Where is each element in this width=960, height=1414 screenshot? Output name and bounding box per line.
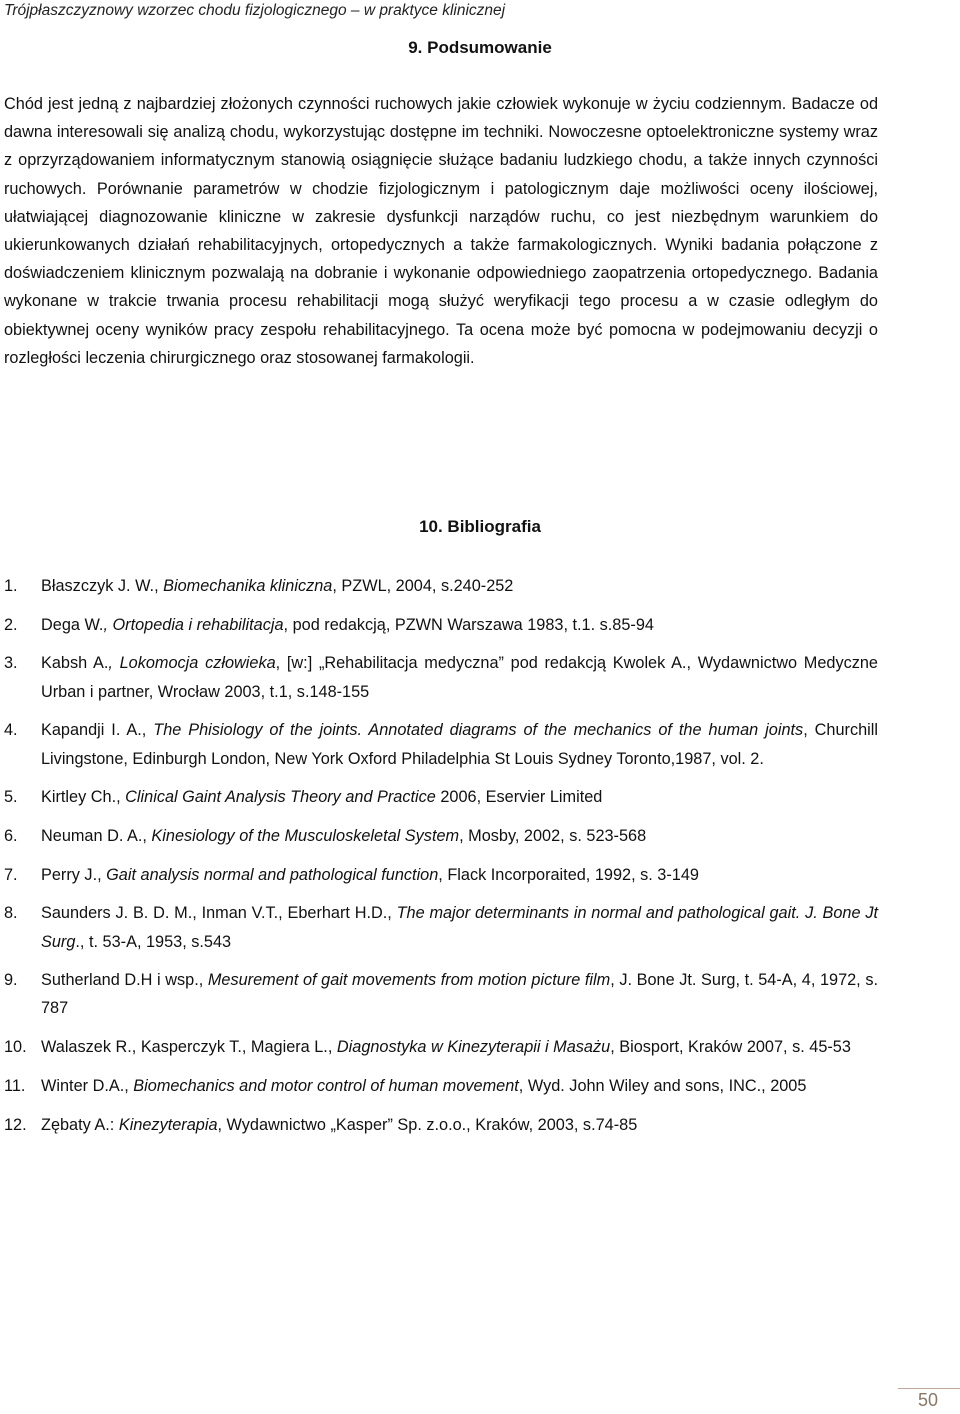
bibliography-item: 12. Zębaty A.: Kinezyterapia, Wydawnictwo „Kasper” Sp. z.o.o., Kraków, 2003, s.74-85	[4, 1115, 638, 1134]
bibliography-item: 5. Kirtley Ch., Clinical Gaint Analysis Theory and Practice 2006, Eservier Limited	[4, 788, 603, 807]
bibliography-list	[4, 572, 878, 1149]
bibliography-item: 7. Perry J., Gait analysis normal and pathological function, Flack Incorporaited, 1992, s. 3-149	[4, 865, 699, 884]
footer-divider	[898, 1388, 960, 1389]
summary-paragraph: Chód jest jedną z najbardziej złożonych czynności ruchowych jakie człowiek wykonuje w życiu codziennym. Badacze od dawna interesowali się analizą chodu, wykorzystując dostępne im techniki. Nowoczesne optoelektroniczne systemy wraz z oprzyrządowaniem informatycznym stanowią osiągnięcie służące badaniu ludzkiego chodu, a także innych czynności ruchowych. Porównanie parametrów w chodzie fizjologicznym i patologicznym daje możliwości oceny ilościowej, ułatwiającej diagnozowanie kliniczne w zakresie dysfunkcji narządów ruchu, co jest niezbędnym warunkiem do ukierunkowanych działań rehabilitacyjnych, ortopedycznych a także farmakologicznych. Wyniki badania połączone z doświadczeniem klinicznym pozwalają na dobranie i wykonanie odpowiedniego zaopatrzenia ortopedycznego. Badania wykonane w trakcie trwania procesu rehabilitacji mogą służyć weryfikacji tego procesu a w czasie odległym do obiektywnej oceny wyników pracy zespołu rehabilitacyjnego. Ta ocena może być pomocna w podejmowaniu decyzji o rozległości leczenia chirurgicznego oraz stosowanej farmakologii.	[4, 95, 878, 367]
bibliography-item: 4. Kapandji I. A., The Phisiology of the joints. Annotated diagrams of the mechanics of the human joints, Churchill Livingstone, Edinburgh London, New York Oxford Philadelphia St Louis Sydney Toronto,1987, vol. 2.	[4, 721, 878, 768]
running-header: Trójpłaszczyznowy wzorzec chodu fizjologicznego – w praktyce klinicznej	[4, 2, 506, 19]
bibliography-item: 11. Winter D.A., Biomechanics and motor control of human movement, Wyd. John Wiley and sons, INC., 2005	[4, 1076, 807, 1095]
bibliography-item: 1. Błaszczyk J. W., Biomechanika kliniczna, PZWL, 2004, s.240-252	[4, 577, 514, 595]
bibliography-item: 8. Saunders J. B. D. M., Inman V.T., Eberhart H.D., The major determinants in normal and pathological gait. J. Bone Jt Surg., t. 53-A, 1953, s.543	[4, 904, 878, 951]
bibliography-item: 2. Dega W., Ortopedia i rehabilitacja, pod redakcją, PZWN Warszawa 1983, t.1. s.85-94	[4, 615, 654, 634]
bibliography-item: 3. Kabsh A., Lokomocja człowieka, [w:] „Rehabilitacja medyczna” pod redakcją Kwolek A., Wydawnictwo Medyczne Urban i partner, Wrocław 2003, t.1, s.148-155	[4, 654, 878, 701]
bibliography-heading: 10. Bibliografia	[419, 517, 541, 536]
summary-heading: 9. Podsumowanie	[408, 38, 552, 57]
bibliography-item: 9. Sutherland D.H i wsp., Mesurement of gait movements from motion picture film, J. Bone Jt. Surg, t. 54-A, 4, 1972, s. 787	[4, 971, 878, 1018]
bibliography-item: 6. Neuman D. A., Kinesiology of the Musculoskeletal System, Mosby, 2002, s. 523-568	[4, 826, 647, 845]
page-number: 50	[918, 1390, 939, 1410]
bibliography-item: 10. Walaszek R., Kasperczyk T., Magiera L., Diagnostyka w Kinezyterapii i Masażu, Biosport, Kraków 2007, s. 45-53	[4, 1038, 851, 1057]
